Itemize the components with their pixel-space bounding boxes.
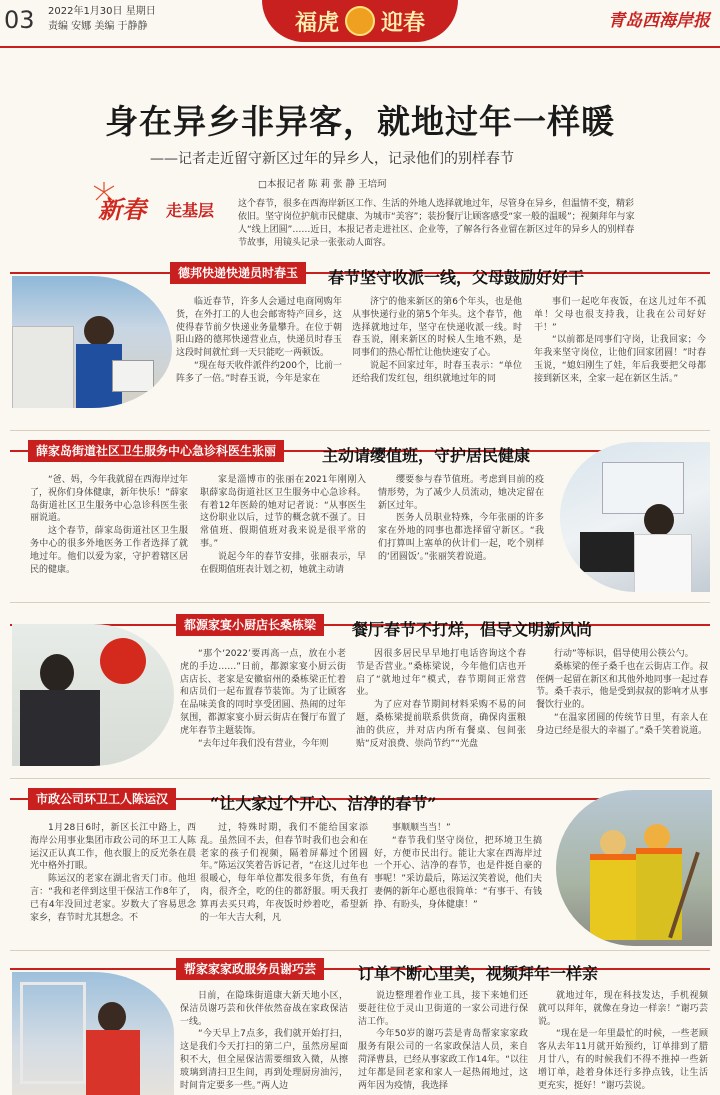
festive-word-1: 福虎 [294,9,339,36]
paragraph: 这个春节，薛家岛街道社区卫生服务中心的很多外地医务工作者选择了就地过年。他们以爱为家，守护着辖区居民的健康。 [30,526,188,575]
courier-photo [12,276,172,408]
worker-head-2 [644,824,670,850]
paragraph: 说边整理着作业工具，接下来她们还要赶往位于灵山卫街道的一家公司进行保洁工作。 [358,991,528,1027]
column-logo [90,178,230,238]
paragraph: 就地过年，现在科技发达，手机视频就可以拜年，就像在身边一样亲！”谢巧芸说。 [538,991,708,1027]
paragraph: 医务人员职业特殊，今年张丽的许多家在外地的同事也都选择留守新区。“我们打算叫上塞单的伙计们一起，吃个别样的‘团圆饭’。”张丽笑着说道。 [378,513,544,562]
paragraph: 过，特殊时期，我们不能给国家添乱。虽然回不去，但春节时我们也会和在老家的孩子们视频，隔着屏幕过个团圆年。”陈运汉笑着告诉记者，“在这儿过年也很暖心，每年单位都发很多年货，有鱼有肉，很齐全，吃的住的都舒服。明天我打算再去买只鸡，年夜饭时炒着吃，希望新的一年大吉大利，凡 [200,823,368,923]
intro-paragraph: 这个春节，很多在西海岸新区工作、生活的外地人选择就地过年，尽管身在异乡，但温情不变，精彩依旧。坚守岗位护航市民健康、为城市“美容”；装扮餐厅让顾客感受“家一般的温暖”；视频拜年与家人“线上团圆”……近日，本报记者走进社区、企业等，了解各行各业留在新区过年的异乡人的别样春节故事，用镜头记录一张张动人面容。 [238,199,635,248]
story-column-1 [30,474,188,600]
festive-banner [262,0,458,42]
person-head [84,316,114,346]
doctor-head [644,504,674,536]
story-restaurant [0,614,720,774]
story-column-1 [180,648,346,772]
story-title: 主动请缨值班，守护居民健康 [322,446,531,465]
story-title: 订单不断心里美，视频拜年一样亲 [358,964,599,983]
story-column-2 [352,296,522,436]
paragraph: 济宁的他来新区的第6个年头，也是他从事快递行业的第5个年头。这个春节，他选择就地过年，坚守在快递收派一线。时春玉说，刚来新区的时候人生地不熟，是同事们的热心帮忙让他快速安了心。 [352,297,522,359]
story-sanitation [0,788,720,952]
paragraph: 行动”等标识，倡导使用公筷公勺。 [554,649,694,659]
paragraph: 事们一起吃年夜饭，在这儿过年不孤单！父母也很支持我，让我在公司好好干！” [534,297,706,333]
page-headline: 身在异乡非异客，就地过年一样暖 [105,102,615,141]
sanitation-photo [556,790,712,946]
logo-word-grassroots: 走基层 [166,201,215,220]
story-title: 餐厅春节不打烊，倡导文明新风尚 [352,620,593,639]
story-column-2 [356,648,526,772]
story-column-3 [378,474,544,600]
story-title: 春节坚守收派一线，父母鼓励好好干 [328,268,585,287]
story-courier [0,262,720,442]
paragraph: 1月28日6时，新区长江中路上，西海岸公用事业集团市政公司的环卫工人陈运汉正认真工作，他衣服上的反光条在晨光中格外打眼。 [30,823,196,872]
paragraph: 因很多居民早早地打电话咨询这个春节是否营业。”桑栋梁说，今年他们店也开启了“就地过年”模式，春节期间正常营业。 [356,649,526,698]
logo-word-new: 新春 [98,195,146,224]
worker-uniform-1 [590,854,636,940]
masthead [0,0,720,48]
paragraph: 桑栋梁的侄子桑千也在云街店工作。叔侄俩一起留在新区和其他外地同事一起过春节。桑千表示，他是受到叔叔的影响才从事餐饮行业的。 [536,661,708,711]
story-column-1 [176,296,342,436]
divider [10,778,710,779]
story-column-3 [374,822,542,950]
story-tag: 德邦快递快递员时春玉 [170,262,306,284]
story-tag: 帮家家家政服务员谢巧芸 [176,958,324,980]
paragraph: 事顺顺当当！” [392,823,451,833]
paragraph: 日前，在隐珠街道康大新天地小区，保洁员谢巧芸和伙伴依然奋战在家政保洁一线。 [180,991,348,1027]
story-doctor [0,440,720,600]
housekeeper-photo [12,972,174,1095]
paragraph: “去年过年我们没有营业，今年则 [198,738,329,749]
doctor-coat [634,534,692,592]
story-title: “让大家过个开心、洁净的春节” [210,794,437,813]
parcel-box [112,360,154,392]
paragraph: “现在是一年里最忙的时候，一些老顾客从去年11月就开始预约，订单排到了腊月廿八，有的时候我们不得不推掉一些新增订单，趁着身体还行多挣点钱，让生活更充实，挺好！”谢巧芸说。 [538,1029,708,1091]
story-tag: 都源家宴小厨店长桑栋梁 [176,614,324,636]
window-frame [20,982,86,1084]
paragraph: 为了应对春节期间材料采购不易的问题，桑栋梁提前联系供货商，确保肉蛋粮油的供应，并对店内所有餐桌、包间张贴“反对浪费、崇尚节约”“光盘 [356,700,526,749]
paragraph: 说起不回家过年，时春玉表示：“单位还给我们发红包，组织就地过年的同 [352,360,522,384]
paragraph: 说起今年的春节安排，张丽表示，早在假期值班表计划之初，她就主动请 [200,551,366,575]
paragraph: 陈运汉的老家在湖北省天门市。他坦言：“我和老伴到这里干保洁工作8年了，已有4年没回过老家。岁数大了容易思念家乡，春节时尤其想念。不 [30,874,196,923]
story-tag: 薛家岛街道社区卫生服务中心急诊科医生张丽 [28,440,284,462]
tiger-icon [345,6,375,36]
issue-date: 2022年1月30日 星期日 [48,6,156,17]
story-column-3 [534,296,706,436]
divider [10,602,710,603]
manager-head [40,654,74,692]
notice-board [602,462,684,514]
paragraph: “现在每天收件派件约200个，比前一阵多了一倍。”时春玉说，今年是家在 [176,360,342,384]
paragraph: “那个‘2022’要再高一点，放在小老虎的手边……”日前，都源家宴小厨云街店店长、老家是安徽宿州的桑栋梁正忙着和店员们一起布置春节装饰。为了让顾客在品味美食的同时享受团圆、热闹的过年氛围，都源家宴小厨云街店在餐厅布置了虎年春节主题装饰。 [180,649,346,736]
computer-monitor [580,532,634,572]
papercut-decoration [100,638,146,684]
housekeeper-apron [86,1030,140,1095]
story-column-2 [200,474,366,600]
worker-head-1 [600,830,626,856]
story-column-3 [536,648,708,772]
paragraph: “春节我们坚守岗位，把环境卫生搞好，方便市民出行。能让大家在西海岸过一个开心、洁净的春节，也是件挺自豪的事呢！”采访最后，陈运汉笑着说，他们夫妻俩的新年心愿也很简单：“有事干、有钱挣、有盼头，身体健康！” [374,835,542,910]
editors: 责编 安娜 美编 于静静 [48,21,148,32]
story-tag: 市政公司环卫工人陈运汉 [28,788,176,810]
divider [10,950,710,951]
paragraph: “今天早上7点多，我们就开始打扫，这是我们今天打扫的第二户，虽然房屋面积不大，但全屋保洁需要细致入微，从擦玻璃到清扫卫生间，再到处理厨房油污，时间肯定要多一些。”两人边 [180,1029,348,1091]
restaurant-photo [12,624,174,766]
date-editors [48,4,156,34]
story-column-1 [30,822,196,950]
van-shape [12,326,74,408]
newspaper-brand: 青岛西海岸报 [608,11,710,31]
paragraph: “在温家团圆的传统节日里，有亲人在身边已经是很大的幸福了。”桑千笑着说道。 [536,712,708,736]
manager-jacket [20,690,100,766]
story-column-2 [358,990,528,1095]
paragraph: 家是淄博市的张丽在2021年刚刚入职薛家岛街道社区卫生服务中心急诊科。有着12年医龄的她对记者说：“从事医生这份职业以后，过节的概念就不强了。日常值班、假期值班对我来说是很平常的事。” [200,475,366,549]
paragraph: 今年50岁的谢巧芸是青岛帮家家家政服务有限公司的一名家政保洁人员，来自菏泽曹县，已经从事家政工作14年。“以往过年都是回老家和家人一起热闹地过，这两年因为疫情，我选择 [358,1029,528,1091]
story-column-1 [180,990,348,1095]
story-column-3 [538,990,708,1095]
page-number: 03 [4,6,35,34]
byline: □本报记者 陈 莉 张 静 王培珂 [258,179,387,190]
story-column-2 [200,822,368,950]
paragraph: 临近春节，许多人会通过电商网购年货，在外打工的人也会邮寄特产回乡，这使得春节前夕快递业务量攀升。在位于朝阳山路的德邦快递营业点，快递员时春玉这段时间就忙到一天只能吃一两顿饭。 [176,297,342,359]
page-subhead: ——记者走近留守新区过年的异乡人，记录他们的别样春节 [150,151,514,167]
paragraph: “爸、妈，今年我就留在西海岸过年了，祝你们身体健康，新年快乐！”薛家岛街道社区卫生服务中心急诊科医生张丽说道。 [30,475,188,524]
housekeeper-head [98,1002,126,1032]
doctor-photo [560,442,710,592]
festive-word-2: 迎春 [381,9,426,36]
divider [10,430,710,431]
story-housekeeper [0,958,720,1095]
paragraph: 缨要参与春节值班。考虑到目前的疫情形势，为了减少人员流动，她决定留在新区过年。 [378,475,544,511]
paragraph: “以前都是同事们守岗，让我回家；今年我来坚守岗位，让他们回家团圆！”时春玉说，“媳妇刚生了娃，年后我要把父母都接到新区来，全家一起在新区生活。” [534,335,706,384]
